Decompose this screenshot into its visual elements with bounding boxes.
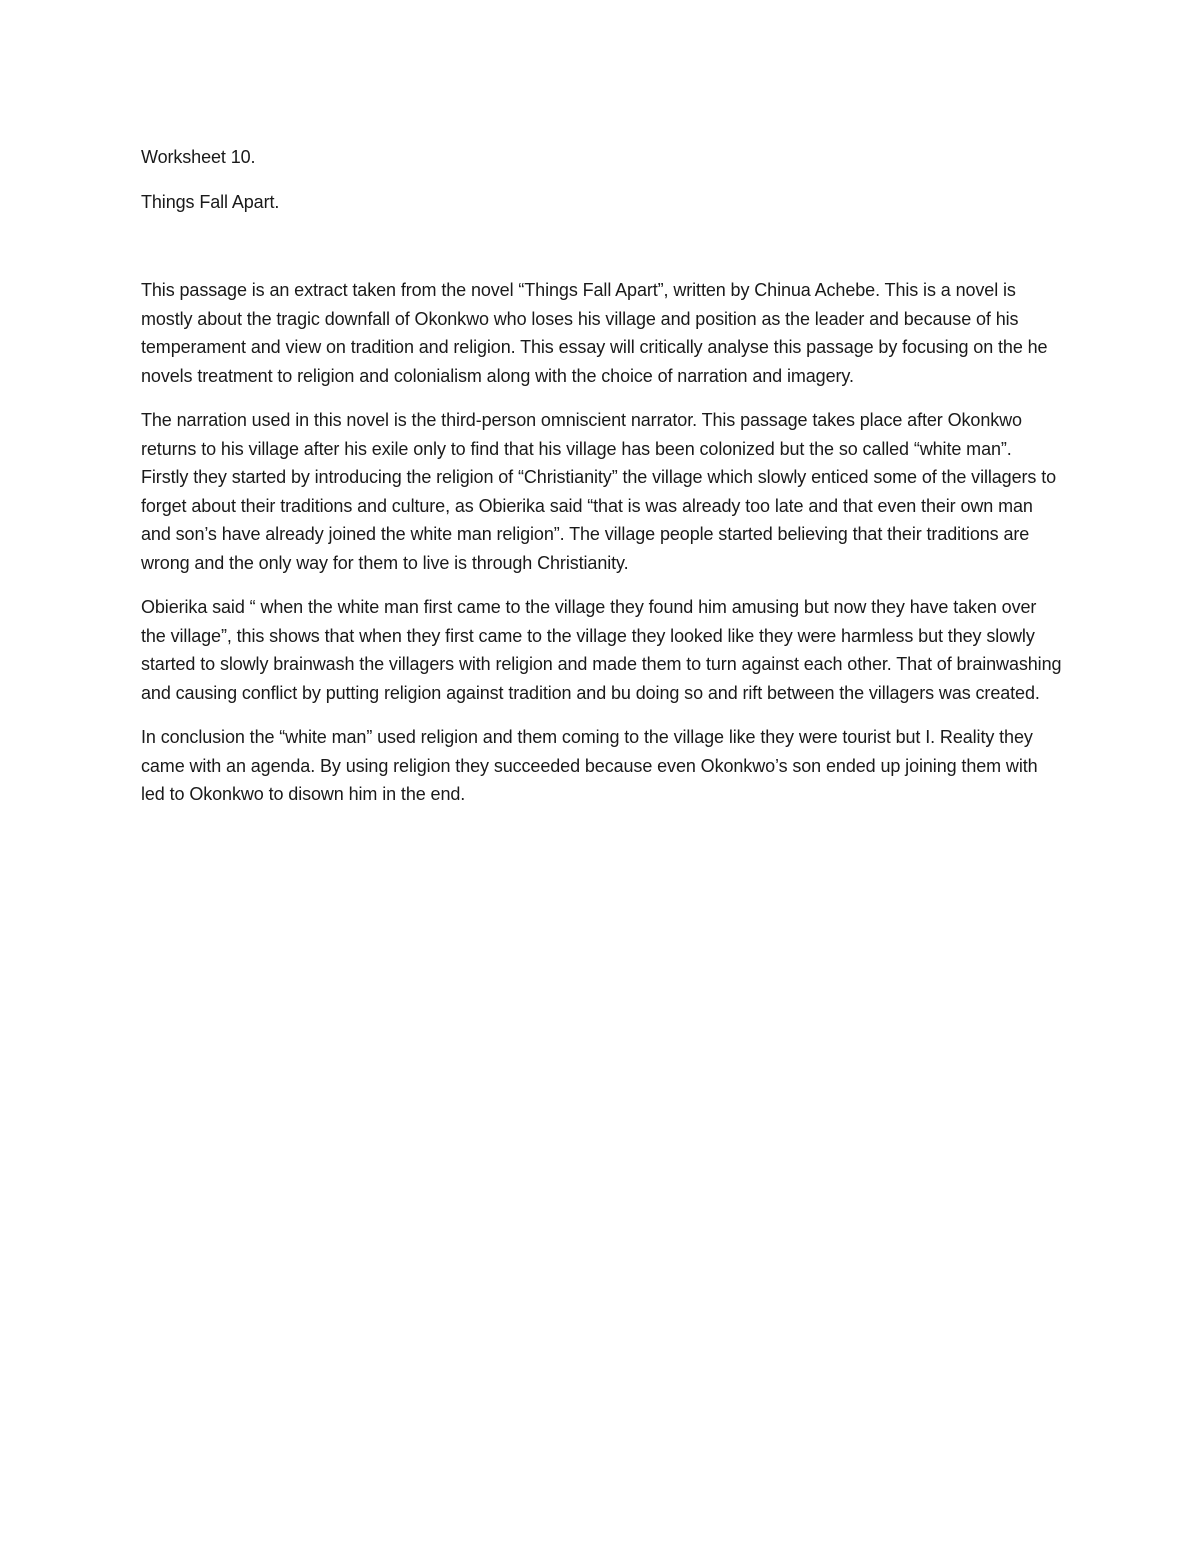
paragraph-narration: The narration used in this novel is the third-person omniscient narrator. This passage takes place after Okonkwo returns to his village after his exile only to find that his village has been colonized but the so called “white man”. Firstly they started by introducing the religion of “Christianity” the village which slowly enticed some of the villagers to forget about their traditions and culture, as Obierika said “that is was already too late and that even their own man and son’s have already joined the white man religion”. The village people started believing that their traditions are wrong and the only way for them to live is through Christianity. <box>141 410 1057 573</box>
paragraph-obierika: Obierika said “ when the white man first came to the village they found him amusing but now they have taken over the village”, this shows that when they first came to the village they looked like they were harmless but they slowly started to slowly brainwash the villagers with religion and made them to turn against each other. That of brainwashing and causing conflict by putting religion against tradition and bu doing so and rift between the villagers was created. <box>141 597 1062 703</box>
document-title: Things Fall Apart. <box>141 191 280 212</box>
document-body <box>141 143 1063 825</box>
paragraph-conclusion: In conclusion the “white man” used religion and them coming to the village like they were tourist but I. Reality they came with an agenda. By using religion they succeeded because even Okonkwo’s son ended up joining them with led to Okonkwo to disown him in the end. <box>141 727 1038 804</box>
paragraph-introduction: This passage is an extract taken from the novel “Things Fall Apart”, written by Chinua Achebe. This is a novel is mostly about the tragic downfall of Okonkwo who loses his village and position as the leader and because of his temperament and view on tradition and religion. This essay will critically analyse this passage by focusing on the he novels treatment to religion and colonialism along with the choice of narration and imagery. <box>141 280 1048 386</box>
worksheet-heading: Worksheet 10. <box>141 147 256 167</box>
